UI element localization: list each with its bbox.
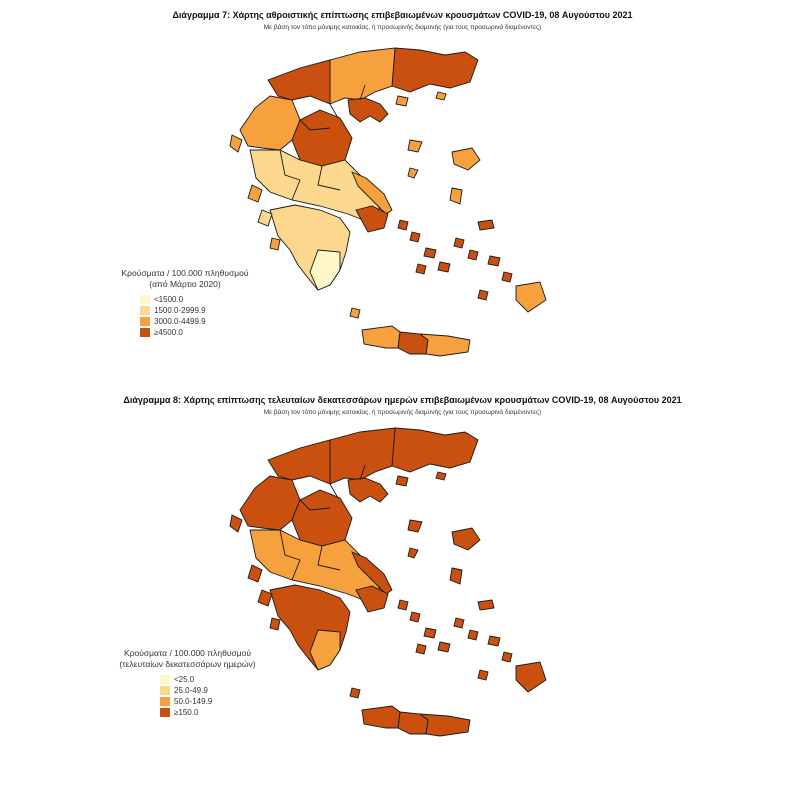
region-thasos (396, 476, 408, 486)
region-lefkada (248, 185, 262, 202)
region-kythira (350, 308, 360, 318)
legend-swatch (160, 697, 170, 706)
legend-8 (100, 648, 275, 718)
region-chalkidiki (348, 98, 388, 122)
region-dodecanese-2 (502, 272, 512, 282)
legend-item (140, 294, 270, 305)
region-kythira (350, 688, 360, 698)
region-east-macedonia (330, 48, 395, 104)
region-samothraki (436, 92, 446, 100)
legend-7 (100, 268, 270, 338)
region-cyclades-6 (454, 238, 464, 248)
region-east-macedonia (330, 428, 395, 484)
legend-item (160, 696, 275, 707)
region-kefalonia (258, 210, 272, 226)
region-cyclades-3 (424, 628, 436, 638)
region-skyros (408, 548, 418, 558)
legend-swatch (140, 328, 150, 337)
region-dodecanese-3 (478, 670, 488, 680)
region-peloponnese (270, 585, 350, 670)
region-cyclades-7 (468, 250, 478, 260)
greece-map-8 (230, 428, 546, 736)
legend-title-8-line2: (τελευταίων δεκατεσσάρων ημερών) (119, 659, 256, 669)
region-cyclades-5 (416, 644, 426, 654)
legend-item (160, 707, 275, 718)
region-crete-east (420, 714, 470, 736)
legend-label: ≥150.0 (174, 708, 199, 717)
region-lemnos (408, 520, 422, 532)
legend-label: 25.0-49.9 (174, 686, 208, 695)
region-thasos (396, 96, 408, 106)
legend-title-7-line1: Κρούσματα / 100.000 πληθυσμού (121, 268, 249, 278)
region-chalkidiki (348, 478, 388, 502)
legend-swatch (140, 295, 150, 304)
legend-swatch (160, 675, 170, 684)
region-thrace (392, 48, 478, 92)
region-dodecanese-1 (488, 636, 500, 646)
map-subtitle-7: Με βάση τον τόπο μόνιμης κατοικίας, ή προσωρινής διαμονής (για τους προσωρινά διαμένοντες) (263, 24, 542, 31)
greece-map-7 (230, 48, 546, 356)
legend-item (160, 674, 275, 685)
legend-item (140, 316, 270, 327)
region-skyros (408, 168, 418, 178)
region-rhodes (516, 282, 546, 312)
region-cyclades-1 (398, 220, 408, 230)
region-cyclades-5 (416, 264, 426, 274)
region-cyclades-2 (410, 612, 420, 622)
region-thessaly (292, 110, 352, 166)
legend-item (140, 305, 270, 316)
region-lefkada (248, 565, 262, 582)
region-cyclades-4 (438, 262, 450, 272)
region-corfu (230, 515, 242, 532)
region-cyclades-7 (468, 630, 478, 640)
region-epirus (240, 96, 300, 150)
region-crete-west (362, 706, 400, 728)
legend-title-7-line2: (από Μάρτιο 2020) (149, 279, 221, 289)
legend-label: ≥4500.0 (154, 328, 183, 337)
region-chios (450, 188, 462, 204)
legend-swatch (140, 306, 150, 315)
region-cyclades-1 (398, 600, 408, 610)
legend-title-8-line1: Κρούσματα / 100.000 πληθυσμού (124, 648, 251, 658)
map-subtitle-8: Με βάση τον τόπο μόνιμης κατοικίας, ή προσωρινής διαμονής (για τους προσωρινά διαμένοντες) (263, 409, 542, 416)
region-zakynthos (270, 618, 280, 630)
region-lesvos (452, 528, 480, 550)
region-thessaly (292, 490, 352, 546)
region-lemnos (408, 140, 422, 152)
region-samos (478, 220, 494, 230)
region-cyclades-6 (454, 618, 464, 628)
legend-label: 50.0-149.9 (174, 697, 213, 706)
region-corfu (230, 135, 242, 152)
region-thrace (392, 428, 478, 472)
legend-item (160, 685, 275, 696)
legend-swatch (140, 317, 150, 326)
region-dodecanese-1 (488, 256, 500, 266)
region-cyclades-4 (438, 642, 450, 652)
region-peloponnese (270, 205, 350, 290)
region-chios (450, 568, 462, 584)
region-samothraki (436, 472, 446, 480)
region-cyclades-2 (410, 232, 420, 242)
legend-item (140, 327, 270, 338)
region-crete-west (362, 326, 400, 348)
region-crete-east (420, 334, 470, 356)
region-epirus (240, 476, 300, 530)
legend-swatch (160, 686, 170, 695)
region-kefalonia (258, 590, 272, 606)
region-lesvos (452, 148, 480, 170)
map-title-7: Διάγραμμα 7: Χάρτης αθροιστικής επίπτωσης επιβεβαιωμένων κρουσμάτων COVID-19, 08 Αυγούστου 2021 (172, 10, 633, 20)
legend-swatch (160, 708, 170, 717)
region-samos (478, 600, 494, 610)
region-rhodes (516, 662, 546, 692)
region-cyclades-3 (424, 248, 436, 258)
region-dodecanese-2 (502, 652, 512, 662)
region-zakynthos (270, 238, 280, 250)
region-dodecanese-3 (478, 290, 488, 300)
map-title-8: Διάγραμμα 8: Χάρτης επίπτωσης τελευταίων δεκατεσσάρων ημερών επιβεβαιωμένων κρουσμάτων COVID-19, 08 Αυγούστου 2021 (123, 395, 682, 405)
legend-label: 1500.0-2999.9 (154, 306, 206, 315)
legend-label: 3000.0-4499.9 (154, 317, 206, 326)
legend-label: <25.0 (174, 675, 195, 684)
legend-label: <1500.0 (154, 295, 184, 304)
